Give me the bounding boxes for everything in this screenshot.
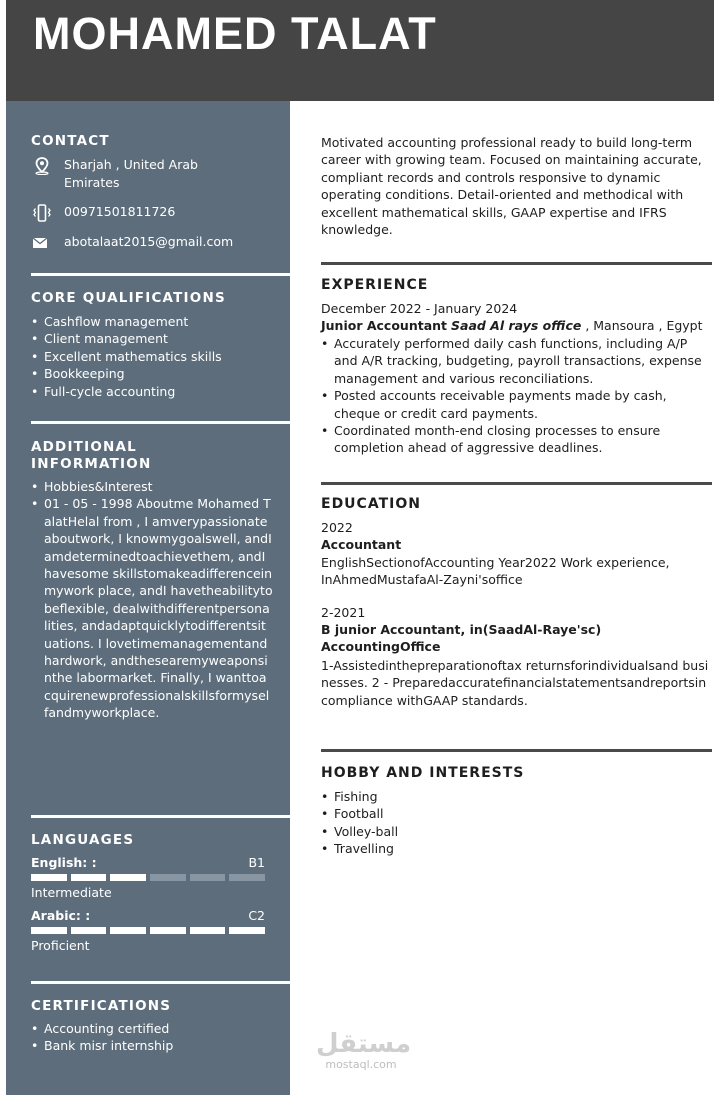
level-segment [31, 874, 67, 881]
education-year: 2-2021 [321, 605, 366, 620]
sidebar-divider [31, 815, 290, 818]
email-text[interactable]: abotalaat2015@gmail.com [64, 234, 234, 249]
contact-email [31, 233, 286, 251]
education-description: 1-Assistedinthepreparationoftax returnsforindividualsand businesses. 2 - Preparedaccuratefinancialstatementsandreportsincompliance withGAAP standards. [321, 658, 709, 708]
list-item: • Hobbies&Interest [31, 478, 273, 495]
additional-information-title: ADDITIONAL INFORMATION [31, 439, 152, 472]
section-divider [321, 482, 712, 485]
list-item: • Coordinated month-end closing processes to ensure completion ahead of aggressive deadlines. [321, 422, 709, 457]
contact-location [31, 156, 286, 192]
language-arabic [31, 908, 265, 954]
envelope-icon [31, 234, 53, 252]
experience-title: EXPERIENCE [321, 277, 429, 293]
language-level: Intermediate [31, 885, 112, 900]
level-segment [71, 927, 107, 934]
education-degree: B junior Accountant, in(SaadAl-Raye'sc) AccountingOffice [321, 622, 602, 655]
level-segment [150, 874, 186, 881]
language-level-bar [31, 874, 265, 881]
resume-header [6, 0, 714, 101]
level-segment [31, 927, 67, 934]
contact-phone [31, 203, 286, 221]
watermark-logo: مستقل [316, 1029, 412, 1059]
level-segment [110, 874, 146, 881]
list-item: • Accounting certified [31, 1020, 271, 1037]
language-code: C2 [248, 908, 265, 923]
level-segment [229, 927, 265, 934]
list-item: • Client management [31, 330, 271, 347]
list-item: • 01 - 05 - 1998 Aboutme Mohamed TalatHelal from , I amverypassionateaboutwork, I knowmygoalswell, andI amdeterminedtoachievethem, andI havesome skillstomakeadifferenceinmywork place, andI havetheabilitytobeflexible, dealwithdifferentpersonalities, andadaptquicklytodifferentsituations. I lovetimemanagementandhardwork, andthesearemyweaponsinthe labormarket. Finally, I wanttoacquirenewprofessionalskillsformyselfandmyworkplace. [31, 495, 273, 721]
sidebar-divider [31, 981, 290, 984]
list-item: • Posted accounts receivable payments made by cash, cheque or credit card payments. [321, 387, 709, 422]
language-english [31, 855, 265, 901]
language-code: B1 [248, 855, 265, 870]
sidebar-divider [31, 273, 290, 276]
additional-information-list [31, 478, 273, 722]
location-pin-icon [31, 157, 53, 175]
list-item: • Excellent mathematics skills [31, 348, 271, 365]
list-item: • Bookkeeping [31, 365, 271, 382]
list-item: • Football [321, 805, 709, 822]
job-location: , Mansoura , Egypt [585, 318, 703, 333]
language-level: Proficient [31, 938, 90, 953]
section-divider [321, 262, 712, 265]
company-name: Saad Al rays office [451, 318, 582, 333]
list-item: • Full-cycle accounting [31, 383, 271, 400]
resume-main [290, 101, 714, 1095]
professional-summary: Motivated accounting professional ready to build long-term career with growing team. Focused on maintaining accurate, compliant records and controls responsive to dynamic operating conditions. Detail-oriented and methodical with excellent mathematical skills, GAAP expertise and IFRS knowledge. [321, 135, 702, 238]
mostaql-watermark [316, 1029, 412, 1076]
location-text: Sharjah , United Arab Emirates [64, 157, 198, 190]
language-name: Arabic: : [31, 908, 91, 923]
level-segment [150, 927, 186, 934]
language-name: English: : [31, 855, 97, 870]
education-year: 2022 [321, 520, 353, 535]
core-qualifications-title: CORE QUALIFICATIONS [31, 290, 226, 306]
education-title: EDUCATION [321, 496, 421, 512]
candidate-name: MOHAMED TALAT [33, 8, 437, 59]
hobbies-title: HOBBY AND INTERESTS [321, 765, 525, 781]
page-right-edge [714, 0, 720, 1095]
education-degree: Accountant [321, 537, 402, 552]
experience-position [321, 317, 711, 334]
list-item: • Volley-ball [321, 823, 709, 840]
level-segment [71, 874, 107, 881]
level-segment [110, 927, 146, 934]
phone-text[interactable]: 00971501811726 [64, 204, 176, 219]
hobbies-list [321, 788, 709, 858]
list-item: • Cashflow management [31, 313, 271, 330]
resume-sidebar [6, 101, 290, 1095]
sidebar-divider [31, 421, 290, 424]
list-item: • Bank misr internship [31, 1037, 271, 1054]
level-segment [190, 927, 226, 934]
experience-dates: December 2022 - January 2024 [321, 301, 518, 316]
certifications-list [31, 1020, 271, 1055]
experience-bullets [321, 335, 709, 457]
languages-title: LANGUAGES [31, 832, 135, 848]
list-item: • Accurately performed daily cash functions, including A/P and A/R tracking, budgeting, payroll transactions, expense management and various reconciliations. [321, 335, 709, 387]
job-title: Junior Accountant [321, 318, 448, 333]
phone-vibrate-icon [31, 204, 53, 222]
language-level-bar [31, 927, 265, 934]
contact-title: CONTACT [31, 133, 110, 149]
watermark-url: mostaql.com [325, 1058, 397, 1071]
list-item: • Fishing [321, 788, 709, 805]
level-segment [229, 874, 265, 881]
section-divider [321, 749, 712, 752]
certifications-title: CERTIFICATIONS [31, 998, 172, 1014]
education-description: EnglishSectionofAccounting Year2022 Work experience, InAhmedMustafaAl-Zayni'soffice [321, 555, 670, 588]
level-segment [190, 874, 226, 881]
list-item: • Travelling [321, 840, 709, 857]
core-qualifications-list [31, 313, 271, 400]
